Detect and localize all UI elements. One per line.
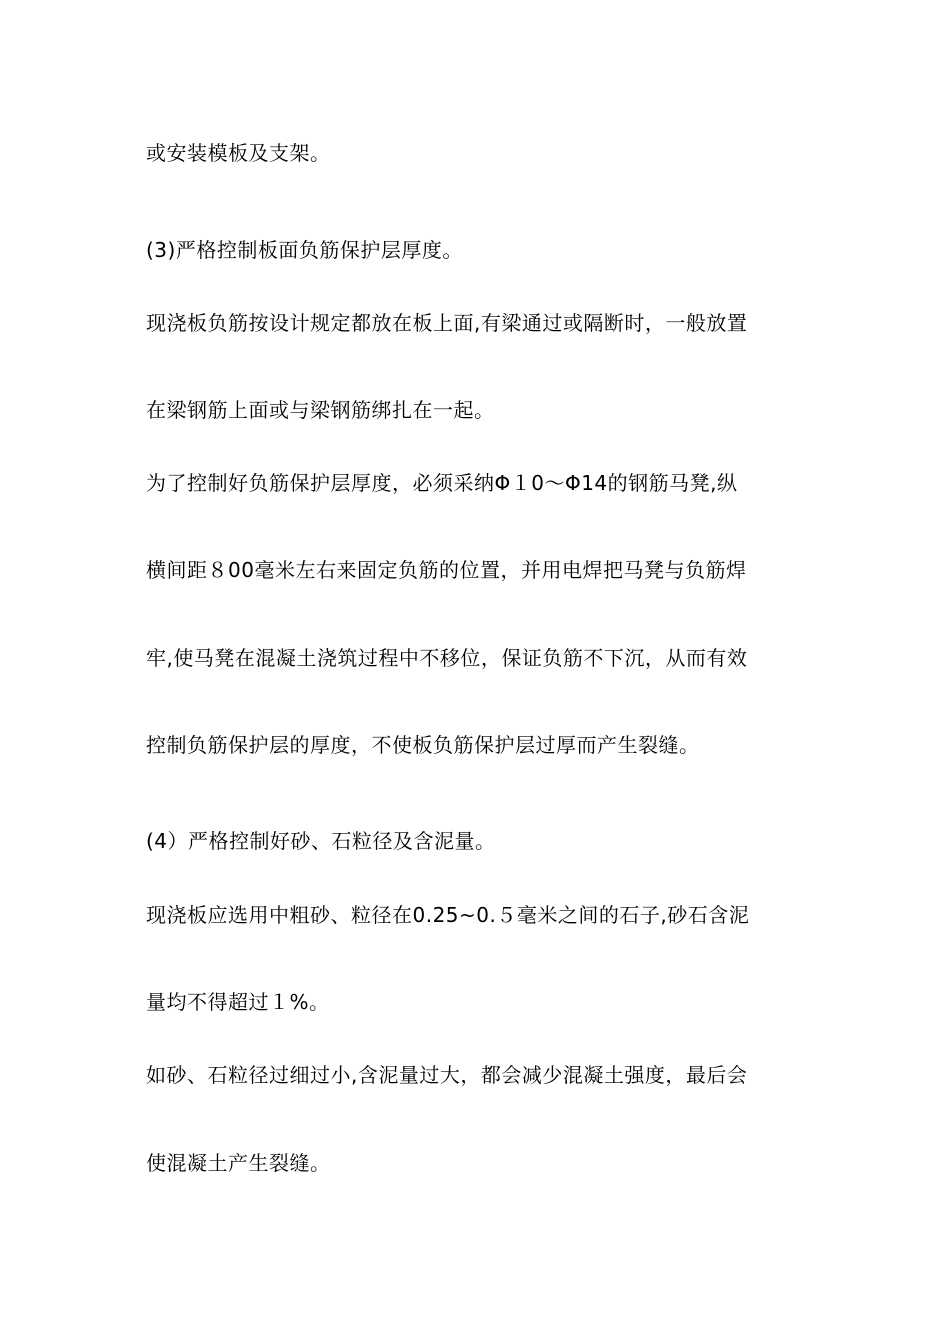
section-heading: (3)严格控制板面负筋保护层厚度。 [146,238,463,262]
text-line: 现浇板负筋按设计规定都放在板上面,有梁通过或隔断时，一般放置 [146,311,748,335]
text-line: 量均不得超过１%。 [146,990,330,1014]
section-heading: (4）严格控制好砂、石粒径及含泥量。 [146,829,496,853]
text-line: 或安装模板及支架。 [146,141,331,165]
text-line: 为了控制好负筋保护层厚度，必须采纳Φ１0～Φ14的钢筋马凳,纵 [146,471,738,495]
text-line: 在梁钢筋上面或与梁钢筋绑扎在一起。 [146,398,495,422]
text-line: 横间距８00毫米左右来固定负筋的位置，并用电焊把马凳与负筋焊 [146,558,747,582]
text-line: 控制负筋保护层的厚度，不使板负筋保护层过厚而产生裂缝。 [146,733,700,757]
text-line: 现浇板应选用中粗砂、粒径在0.25~0.５毫米之间的石子,砂石含泥 [146,903,750,927]
text-line: 使混凝土产生裂缝。 [146,1151,331,1175]
text-line: 如砂、石粒径过细过小,含泥量过大，都会减少混凝土强度，最后会 [146,1063,748,1087]
text-line: 牢,使马凳在混凝土浇筑过程中不移位，保证负筋不下沉，从而有效 [146,646,748,670]
